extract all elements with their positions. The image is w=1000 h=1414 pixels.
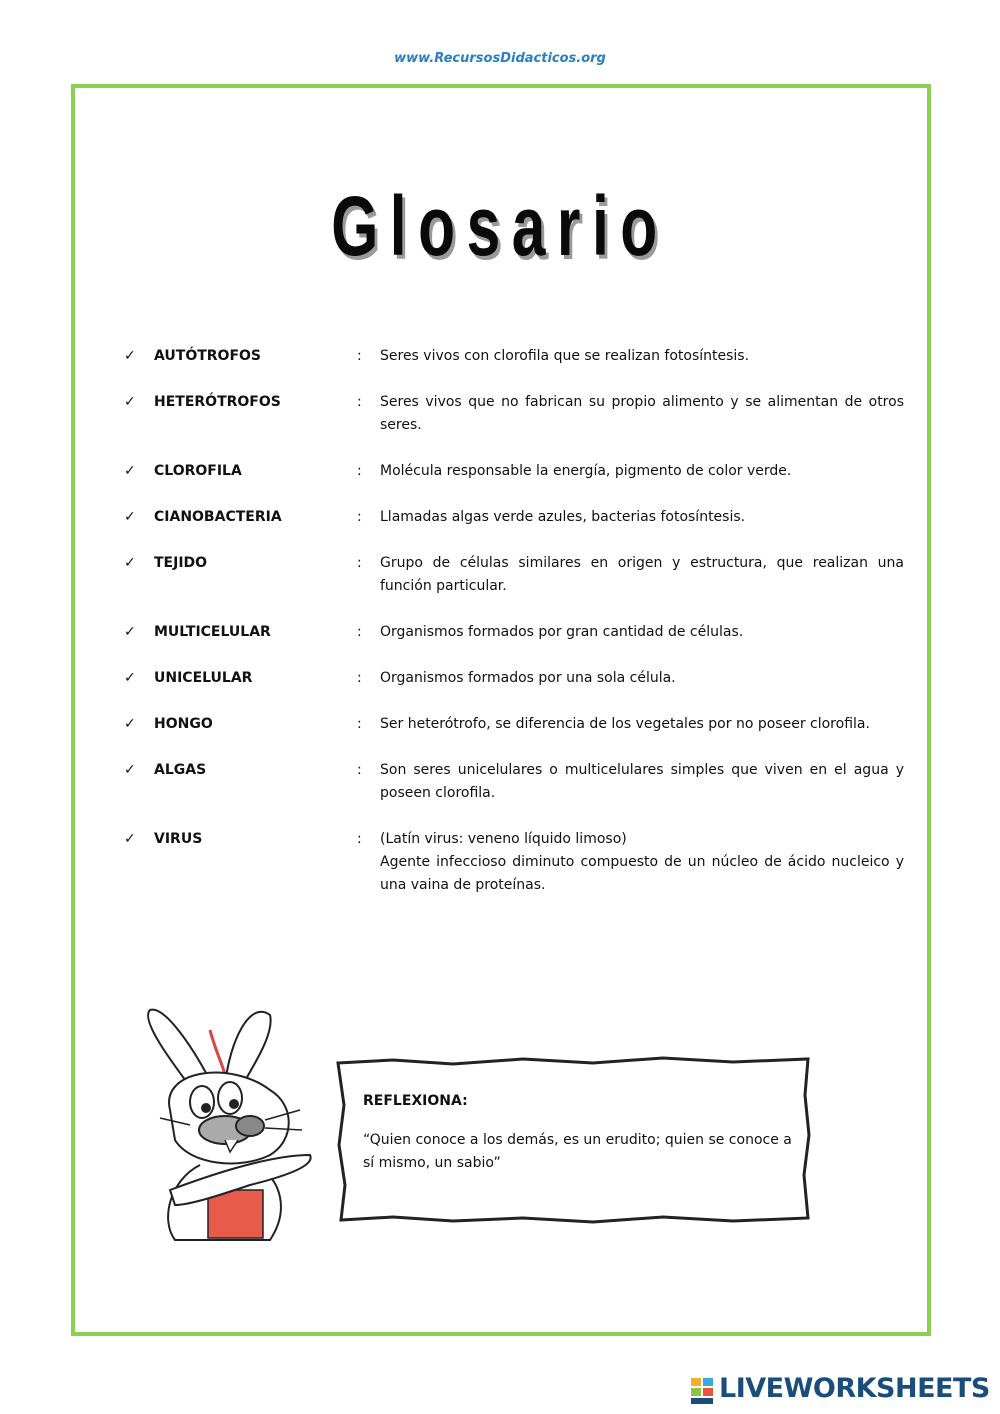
definition-line: Llamadas algas verde azules, bacterias fotosíntesis. — [380, 509, 746, 525]
definition-line: Seres vivos con clorofila que se realizan fotosíntesis. — [380, 348, 750, 364]
glossary-definition — [380, 621, 904, 644]
liveworksheets-brand: LIVEWORKSHEETS — [719, 1373, 990, 1404]
glossary-entry — [124, 713, 904, 736]
glossary-definition — [380, 828, 904, 897]
glossary-definition — [380, 759, 904, 805]
definition-line: Grupo de células similares en origen y estructura, que realizan una función particular. — [380, 555, 904, 594]
checkmark-icon: ✓ — [124, 670, 136, 686]
term-separator: : — [357, 670, 362, 686]
glossary-entry — [124, 506, 904, 529]
glossary-definition — [380, 713, 904, 736]
glossary-definition — [380, 345, 904, 368]
term-separator: : — [357, 624, 362, 640]
glossary-term: HONGO — [154, 716, 213, 732]
glossary-term: TEJIDO — [154, 555, 208, 571]
checkmark-icon: ✓ — [124, 762, 136, 778]
glossary-term: CIANOBACTERIA — [154, 509, 282, 525]
glossary-entry — [124, 460, 904, 483]
glossary-entry — [124, 828, 904, 897]
checkmark-icon: ✓ — [124, 463, 136, 479]
glossary-list — [124, 345, 904, 920]
glossary-term: UNICELULAR — [154, 670, 253, 686]
glossary-definition — [380, 667, 904, 690]
glossary-entry — [124, 621, 904, 644]
checkmark-icon: ✓ — [124, 624, 136, 640]
checkmark-icon: ✓ — [124, 394, 136, 410]
reflection-quote: “Quien conoce a los demás, es un erudito; quien se conoce a sí mismo, un sabio” — [363, 1132, 792, 1171]
checkmark-icon: ✓ — [124, 831, 136, 847]
liveworksheets-logo-icon — [691, 1374, 715, 1408]
checkmark-icon: ✓ — [124, 348, 136, 364]
definition-line: Ser heterótrofo, se diferencia de los vegetales por no poseer clorofila. — [380, 716, 870, 732]
term-separator: : — [357, 509, 362, 525]
term-separator: : — [357, 348, 362, 364]
glossary-definition — [380, 506, 904, 529]
glossary-entry — [124, 391, 904, 437]
term-separator: : — [357, 762, 362, 778]
glossary-term: MULTICELULAR — [154, 624, 271, 640]
glossary-entry — [124, 345, 904, 368]
glossary-term: AUTÓTROFOS — [154, 348, 262, 364]
glossary-term: CLOROFILA — [154, 463, 242, 479]
reflection-content — [363, 1093, 793, 1175]
glossary-term: HETERÓTROFOS — [154, 394, 281, 410]
rabbit-illustration — [130, 990, 320, 1260]
glossary-term: VIRUS — [154, 831, 203, 847]
definition-line: Organismos formados por una sola célula. — [380, 670, 676, 686]
checkmark-icon: ✓ — [124, 716, 136, 732]
definition-line: Son seres unicelulares o multicelulares simples que viven en el agua y poseen clorofila. — [380, 762, 904, 801]
site-url[interactable]: www.RecursosDidacticos.org — [394, 51, 606, 66]
definition-line: Organismos formados por gran cantidad de células. — [380, 624, 744, 640]
glossary-definition — [380, 391, 904, 437]
glossary-definition — [380, 460, 904, 483]
term-separator: : — [357, 463, 362, 479]
checkmark-icon: ✓ — [124, 509, 136, 525]
glossary-definition — [380, 552, 904, 598]
term-separator: : — [357, 394, 362, 410]
term-separator: : — [357, 831, 362, 847]
term-separator: : — [357, 716, 362, 732]
definition-line: (Latín virus: veneno líquido limoso) — [380, 831, 627, 847]
definition-line: Seres vivos que no fabrican su propio alimento y se alimentan de otros seres. — [380, 394, 904, 433]
term-separator: : — [357, 555, 362, 571]
liveworksheets-logo[interactable] — [691, 1372, 991, 1406]
reflection-heading: REFLEXIONA: — [363, 1093, 468, 1109]
glossary-entry — [124, 759, 904, 805]
definition-line: Agente infeccioso diminuto compuesto de un núcleo de ácido nucleico y una vaina de proteínas. — [380, 854, 904, 893]
glossary-entry — [124, 552, 904, 598]
checkmark-icon: ✓ — [124, 555, 136, 571]
glossary-term: ALGAS — [154, 762, 207, 778]
definition-line: Molécula responsable la energía, pigmento de color verde. — [380, 463, 792, 479]
glossary-entry — [124, 667, 904, 690]
page-title: Glosario — [331, 179, 669, 273]
